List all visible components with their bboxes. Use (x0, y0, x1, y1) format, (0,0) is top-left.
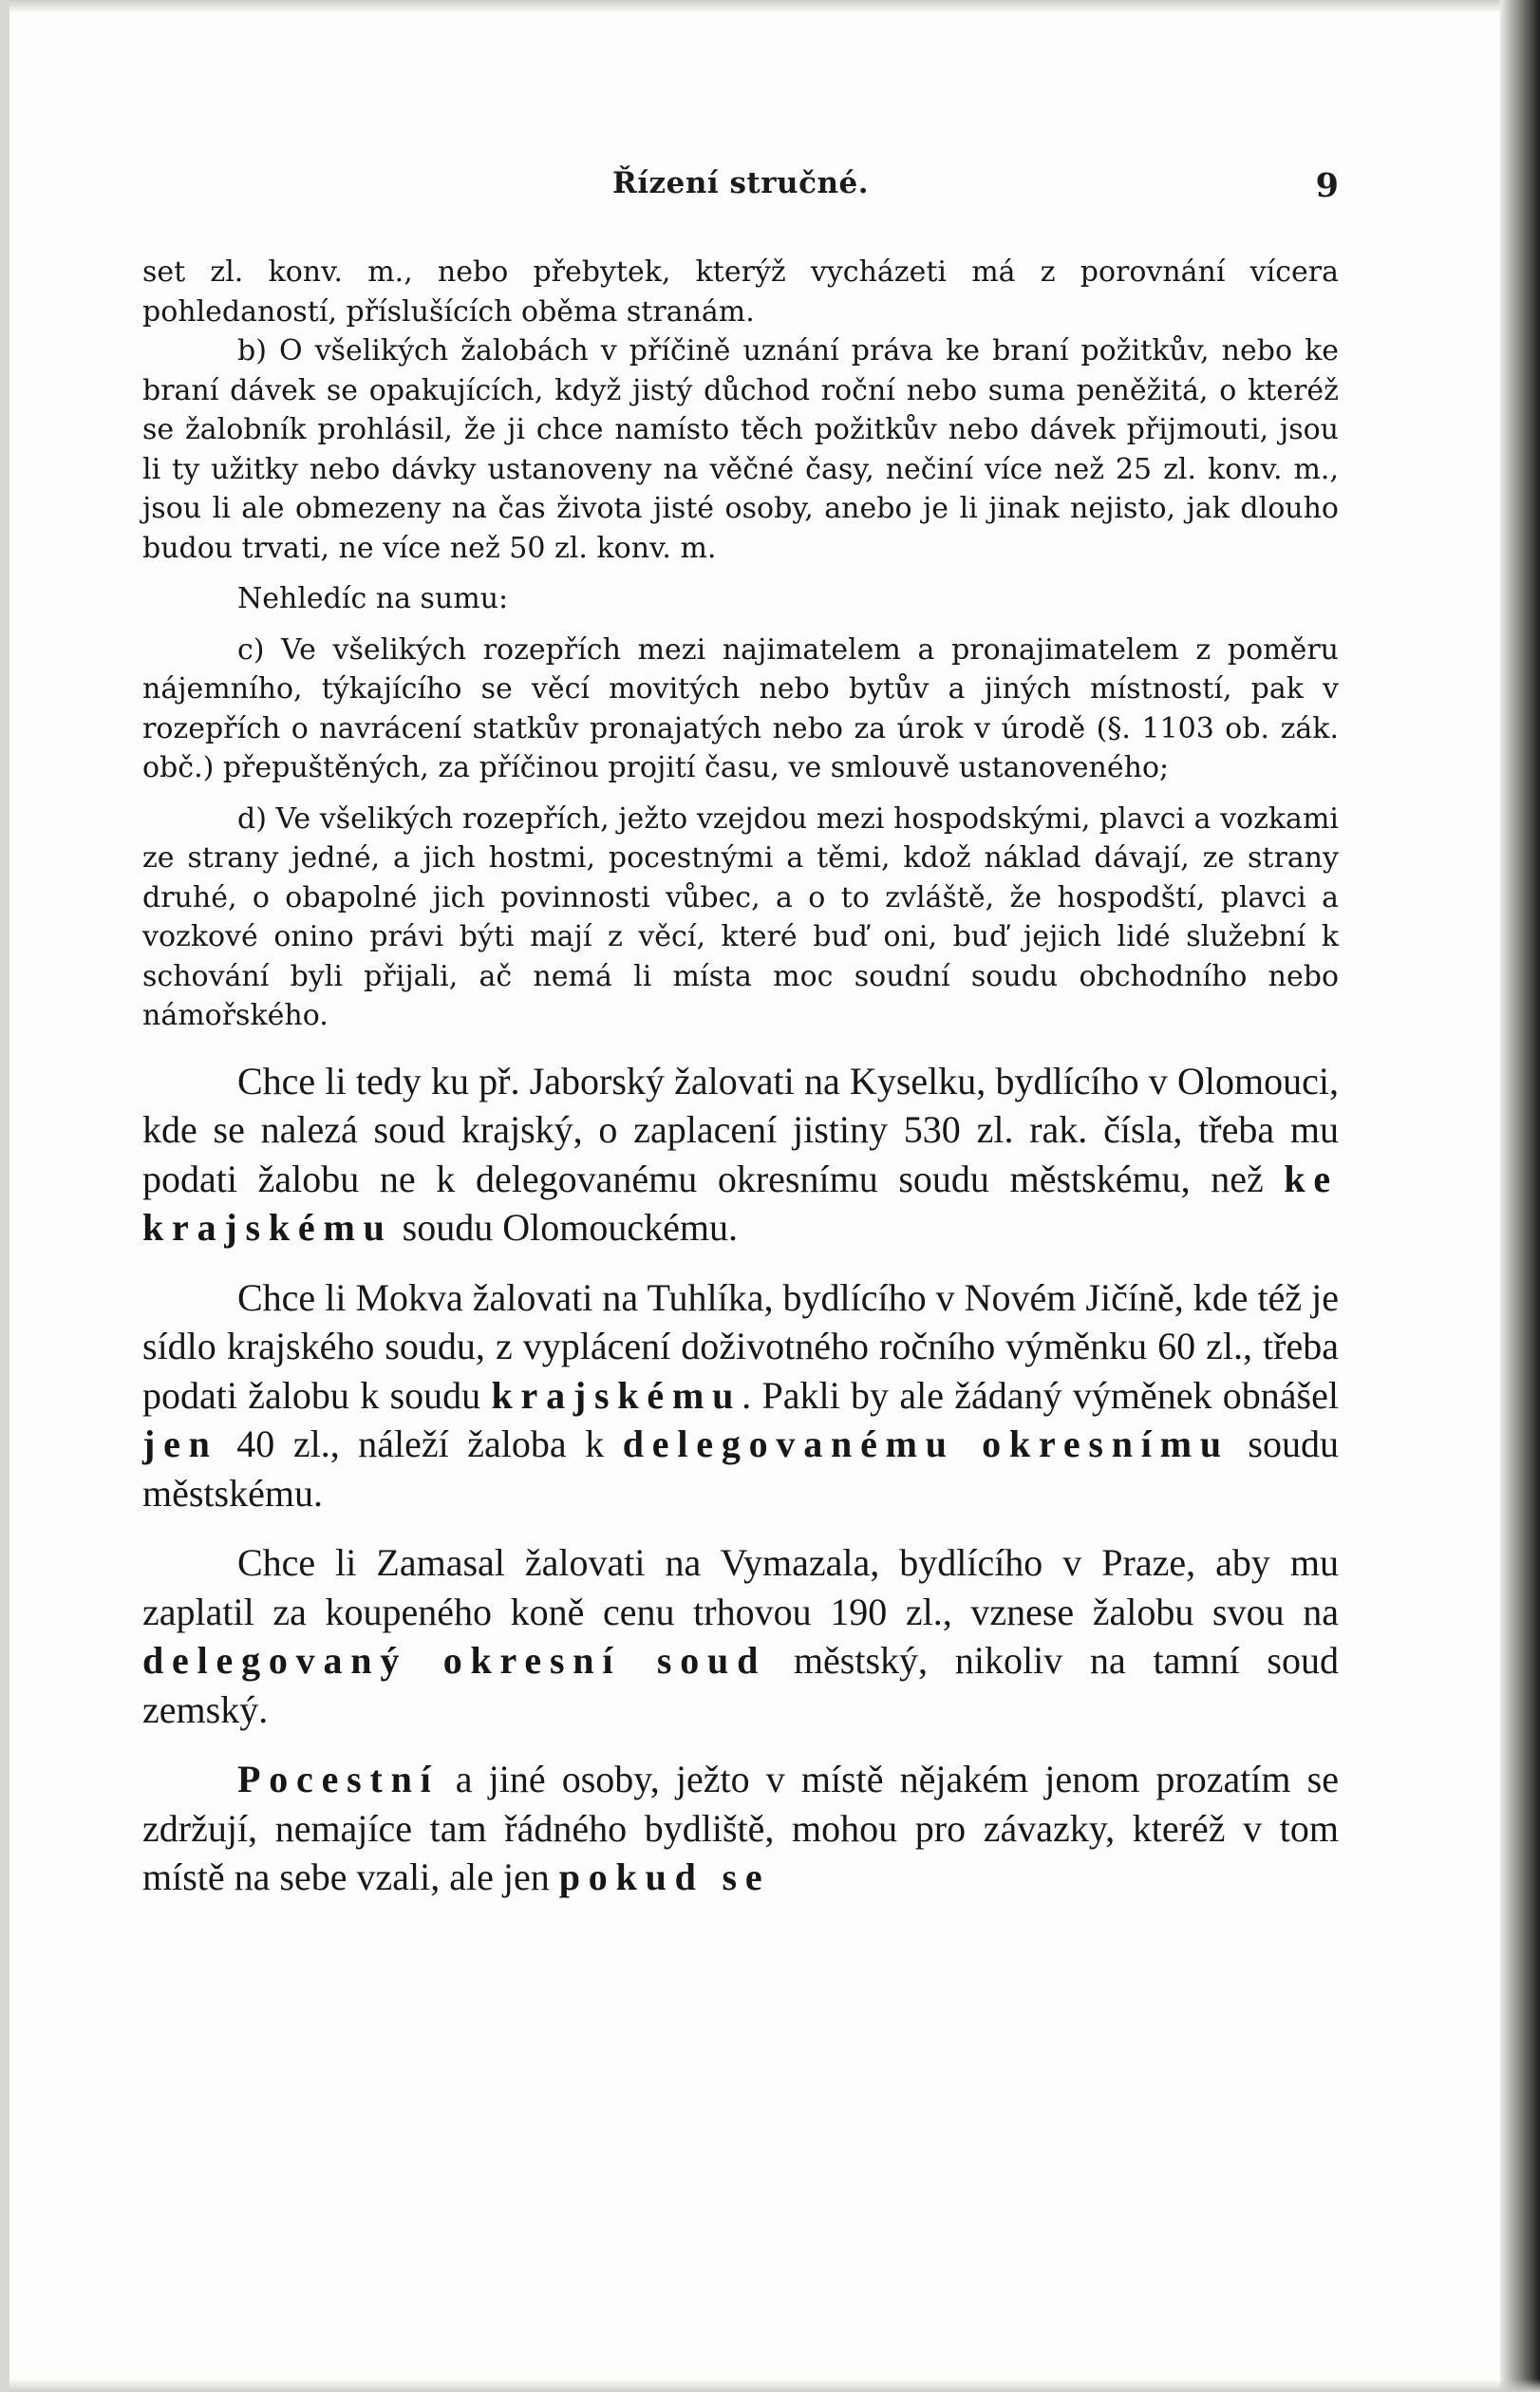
paragraph-nehledic: Nehledíc na sumu: (237, 582, 509, 615)
paragraph-b: b) O všelikých žalobách v příčině uznání práva ke braní požitkův, nebo ke braní dávek se opakujících, když jistý důchod roční nebo suma peněžitá, o kteréž se žalobník prohlásil, že ji chce namísto těch požitkův nebo dávek přijmouti, jsou li ty užitky nebo dávky ustanoveny na věčné časy, nečiní více než 25 zl. konv. m., jsou li ale obmezeny na čas života jisté osoby, anebo je li jinak nejisto, jak dlouho budou trvati, ne více než 50 zl. konv. m. (142, 334, 1339, 565)
page-top-edge (9, 0, 1540, 13)
example-mokva (142, 1273, 1339, 1518)
running-header (142, 166, 1339, 214)
page-bottom-edge (9, 2379, 1540, 2392)
text-run: soudu městskému. (142, 1422, 1339, 1515)
text-run: 40 zl., náleží žaloba k (217, 1422, 623, 1465)
main-text (142, 253, 1339, 1902)
emphasis-spaced: delegovaný okresní soud (142, 1639, 767, 1682)
paragraph-c: c) Ve všelikých rozepřích mezi najimatelem a pronajimatelem z poměru nájemního, týkajícího se věcí movitých nebo bytův a jiných místností, pak v rozepřích o navrácení statkův pronajatých nebo za úrok v úrodě (§. 1103 ob. zák. obč.) přepuštěných, za příčinou projití času, ve smlouvě ustanoveného; (142, 632, 1339, 784)
text-run: městský, nikoliv na tamní soud zemský. (142, 1639, 1340, 1731)
example-jaborsky (142, 1057, 1339, 1253)
text-run: Chce li Mokva žalovati na Tuhlíka, bydlícího v Novém Jičíně, kde též je sídlo krajského soudu, z vyplácení doživotného ročního výměnku 60 zl., třeba podati žalobu k soudu (142, 1275, 1339, 1417)
emphasis-spaced: jen (142, 1422, 218, 1465)
page-right-edge-shadow (1500, 0, 1540, 2392)
emphasis-spaced: delegovanému okresnímu (622, 1422, 1230, 1465)
text-run: . Pakli by ale žádaný výměnek obnášel (742, 1373, 1339, 1417)
emphasis-spaced: ke krajskému (142, 1157, 1339, 1249)
text-run: Chce li tedy ku př. Jaborský žalovati na Kyselku, bydlícího v Olomouci, kde se nalezá soud krajský, o zaplacení jistiny 530 zl. rak. čísla, třeba mu podati žalobu ne k delegovanému okresnímu soudu městskému, než (142, 1059, 1339, 1200)
text-run: Chce li Zamasal žalovati na Vymazala, bydlícího v Praze, aby mu zaplatil za koupeného koně cenu trhovou 190 zl., vznese žalobu svou na (142, 1541, 1339, 1633)
text-run: soudu Olomouckému. (392, 1206, 738, 1249)
emphasis-spaced: krajskému (491, 1373, 742, 1417)
emphasis-spaced: pokud se (558, 1855, 771, 1898)
emphasis-spaced: Pocestní (237, 1758, 440, 1800)
example-zamasal (142, 1538, 1339, 1734)
paragraph-continuation: set zl. konv. m., nebo přebytek, kterýž vycházeti má z porovnání vícera pohledaností, příslušících oběma stranám. (142, 255, 1339, 329)
page-number: 9 (1315, 166, 1339, 205)
paragraph-d: d) Ve všelikých rozepřích, ježto vzejdou mezi hospodskými, plavci a vozkami ze strany jedné, a jich hostmi, pocestnými a těmi, kdož náklad dávají, ze strany druhé, o obapolné jich povinnosti vůbec, a o to zvláště, že hospodští, plavci a vozkové onino právi býti mají z věcí, které buď oni, buď jejich lidé služební k schování byli přijali, ač nemá li místa moc soudní soudu obchodního nebo námořského. (142, 801, 1339, 1032)
running-title: Řízení stručné. (611, 166, 870, 200)
text-run: a jiné osoby, ježto v místě nějakém jenom prozatím se zdržují, nemajíce tam řádného bydliště, mohou pro závazky, kteréž v tom místě na sebe vzali, ale jen (142, 1758, 1339, 1898)
paragraph-pocestni (142, 1755, 1339, 1902)
